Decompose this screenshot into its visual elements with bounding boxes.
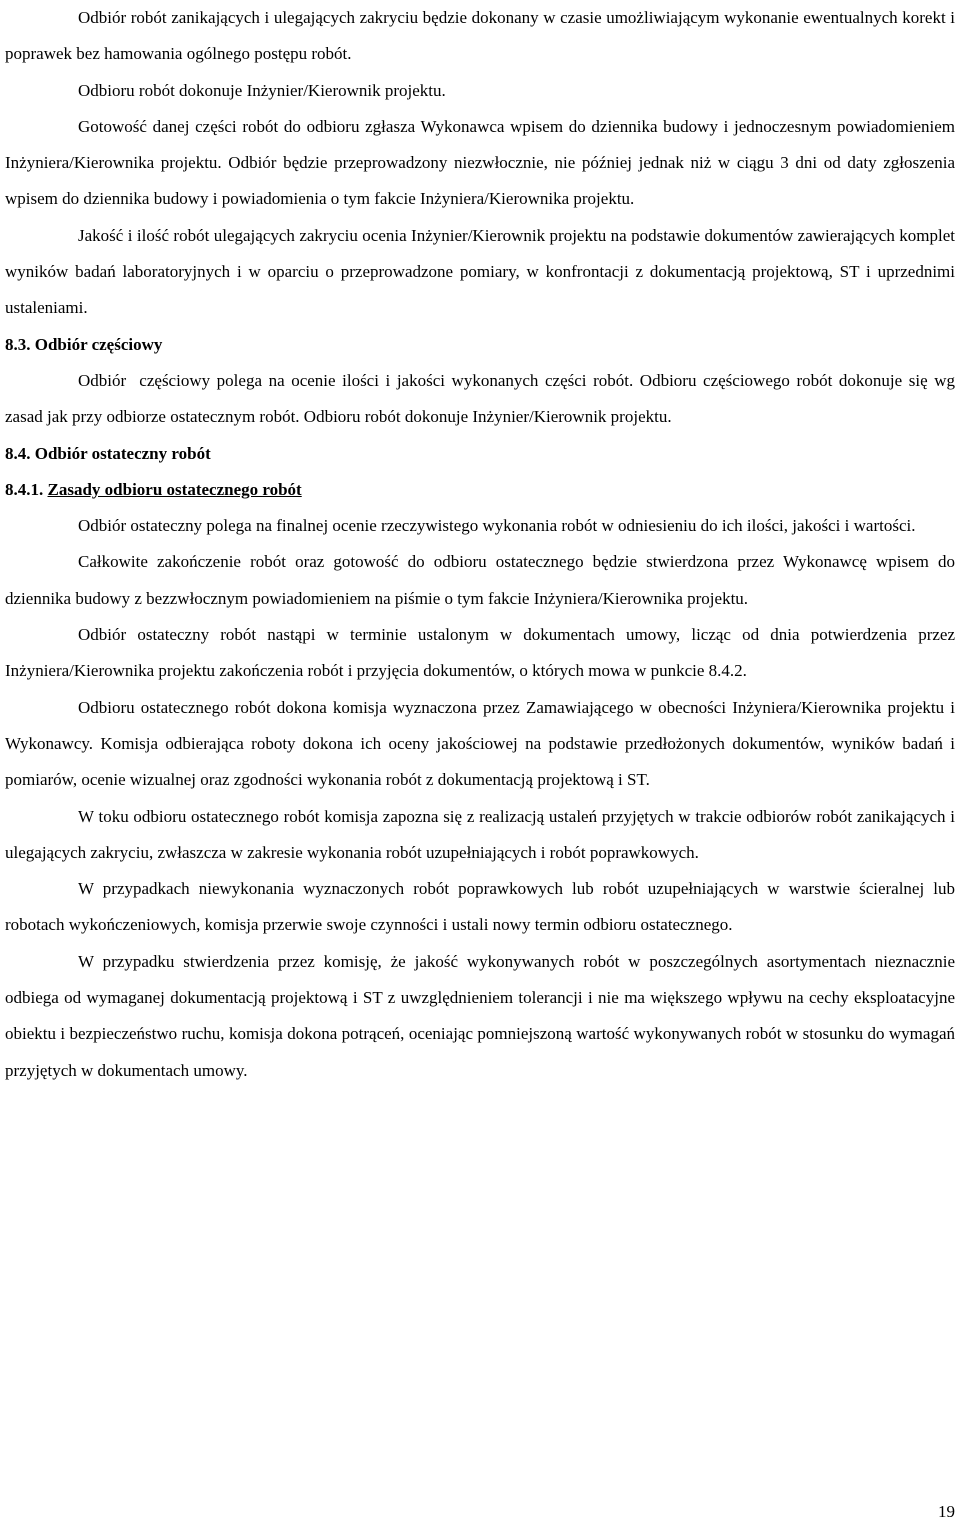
paragraph-toku-odbioru: W toku odbioru ostatecznego robót komisja zapozna się z realizacją ustaleń przyjętych w trakcie odbiorów robót zanikających i ulegających zakryciu, zwłaszcza w zakresie wykonania robót uzupełniających i robót poprawkowych.	[5, 806, 955, 862]
paragraph-odbior-czesciowy: Odbiór częściowy polega na ocenie ilości i jakości wykonanych części robót. Odbioru częściowego robót dokonuje się wg zasad jak przy odbiorze ostatecznym robót. Odbioru robót dokonuje Inżynier/Kierownik projektu.	[5, 370, 960, 427]
paragraph-gotowosc: Gotowość danej części robót do odbioru zgłasza Wykonawca wpisem do dziennika budowy i jednoczesnym powiadomieniem Inżyniera/Kierownika projektu. Odbiór będzie przeprowadzony niezwłocznie, nie później jednak niż w ciągu 3 dni od daty zgłoszenia wpisem do dziennika budowy i powiadomienia o tym fakcie Inżyniera/Kierownika projektu.	[5, 116, 955, 209]
paragraph-potracenia: W przypadku stwierdzenia przez komisję, że jakość wykonywanych robót w poszczególnych asortymentach nieznacznie odbiega od wymaganej dokumentacją projektową i ST z uwzględnieniem tolerancji i nie ma większego wpływu na cechy eksploatacyjne obiektu i bezpieczeństwo ruchu, komisja dokona potrąceń, oceniając pomniejszoną wartość wykonywanych robót w stosunku do wymagań przyjętych w dokumentach umowy.	[5, 951, 955, 1080]
document-page	[5, 0, 960, 1089]
paragraph-niewykonanie: W przypadkach niewykonania wyznaczonych robót poprawkowych lub robót uzupełniających w warstwie ścieralnej lub robotach wykończeniowych, komisja przerwie swoje czynności i ustali nowy termin odbioru ostatecznego.	[5, 879, 955, 935]
heading-title: Odbiór ostateczny robót	[34, 443, 211, 463]
paragraph-odbior-zanikajacych: Odbiór robót zanikających i ulegających zakryciu będzie dokonany w czasie umożliwiającym wykonanie ewentualnych korekt i poprawek bez hamowania ogólnego postępu robót.	[5, 8, 955, 64]
heading-number: 8.4.1.	[5, 479, 44, 499]
heading-8-3	[5, 327, 955, 363]
paragraph-jakosc-ilosc: Jakość i ilość robót ulegających zakryciu ocenia Inżynier/Kierownik projektu na podstawie dokumentów zawierających komplet wyników badań laboratoryjnych i w oparciu o przeprowadzone pomiary, w konfrontacji z dokumentacją projektową, ST i uprzednimi ustaleniami.	[5, 225, 955, 318]
heading-title: Zasady odbioru ostatecznego robót	[47, 479, 302, 499]
heading-8-4-1	[5, 472, 955, 508]
paragraph-calkowite-zakonczenie: Całkowite zakończenie robót oraz gotowość do odbioru ostatecznego będzie stwierdzona przez Wykonawcę wpisem do dziennika budowy z bezzwłocznym powiadomieniem na piśmie o tym fakcie Inżyniera/Kierownika projektu.	[5, 552, 955, 608]
paragraph-odbioru-dokonuje: Odbioru robót dokonuje Inżynier/Kierownik projektu.	[78, 80, 446, 100]
page-number: 19	[938, 1502, 955, 1521]
paragraph-komisja: Odbioru ostatecznego robót dokona komisja wyznaczona przez Zamawiającego w obecności Inżyniera/Kierownika projektu i Wykonawcy. Komisja odbierająca roboty dokona ich oceny jakościowej na podstawie przedłożonych dokumentów, wyników badań i pomiarów, ocenie wizualnej oraz zgodności wykonania robót z dokumentacją projektową i ST.	[5, 697, 955, 790]
heading-number: 8.3.	[5, 334, 31, 354]
heading-number: 8.4.	[5, 443, 31, 463]
heading-8-4	[5, 436, 955, 472]
paragraph-ostateczny-definicja: Odbiór ostateczny polega na finalnej ocenie rzeczywistego wykonania robót w odniesieniu do ich ilości, jakości i wartości.	[78, 516, 916, 536]
paragraph-termin-odbioru: Odbiór ostateczny robót nastąpi w terminie ustalonym w dokumentach umowy, licząc od dnia potwierdzenia przez Inżyniera/Kierownika projektu zakończenia robót i przyjęcia dokumentów, o których mowa w punkcie 8.4.2.	[5, 625, 955, 681]
heading-title: Odbiór częściowy	[34, 334, 163, 354]
